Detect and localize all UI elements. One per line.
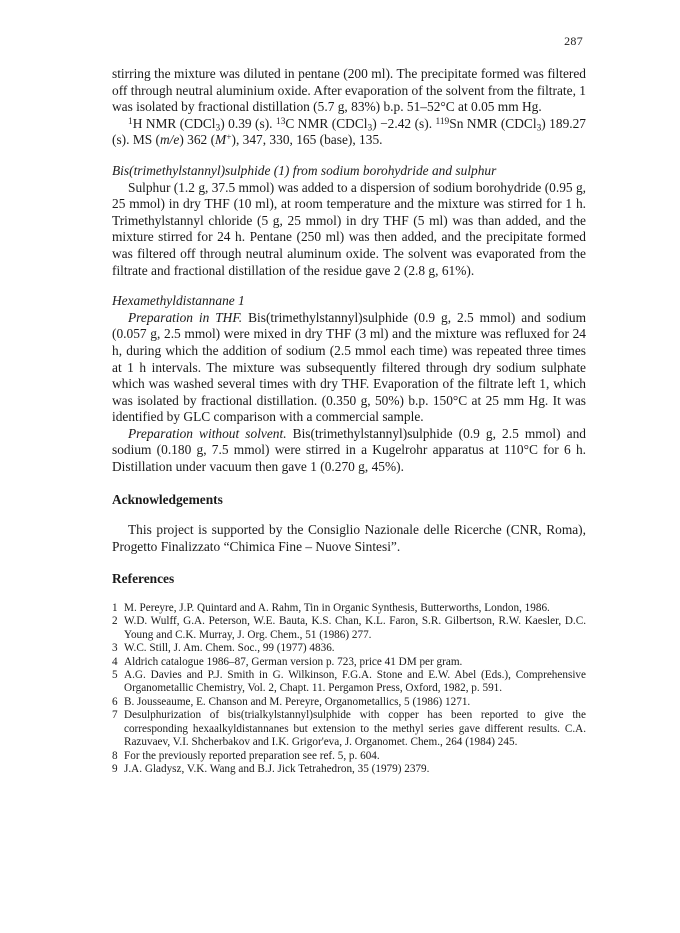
reference-item: 8 For the previously reported preparation see ref. 5, p. 604.: [112, 749, 380, 762]
reference-item: 3 W.C. Still, J. Am. Chem. Soc., 99 (1977) 4836.: [112, 642, 335, 655]
reference-item: 6 B. Jousseaume, E. Chanson and M. Pereyre, Organometallics, 5 (1986) 1271.: [112, 695, 471, 708]
page-body: [112, 66, 586, 776]
procedure-thf-text: Bis(trimethylstannyl)sulphide (0.9 g, 2.5 mmol) and sodium (0.057 g, 2.5 mmol) were mixed in dry THF (3 ml) and the mixture was refluxed for 24 h, during which the addition of sodium (2.5 mmol each time) was repeated three times at 1 h intervals. The mixture was subsequently filtered through dry sodium sulphate which was washed several times with dry THF. Evaporation of the filtrate left 1, which was isolated by fractional distillation. (0.350 g, 50%) b.p. 150°C at 25 mm Hg. It was identified by GLC comparison with a commercial sample.: [112, 309, 586, 425]
procedure-no-solvent-text: Bis(trimethylstannyl)sulphide (0.9 g, 2.5 mmol) and sodium (0.180 g, 7.5 mmol) were stirred in a Kugelrohr apparatus at 110°C for 6 h. Distillation under vacuum then gave 1 (0.270 g, 45%).: [112, 425, 586, 475]
reference-item: 1 M. Pereyre, J.P. Quintard and A. Rahm, Tin in Organic Synthesis, Butterworths, London, 1986.: [112, 602, 550, 615]
procedure-no-solvent-label: Preparation without solvent.: [128, 425, 287, 441]
procedure-no-solvent: [112, 426, 586, 476]
reference-item: 4 Aldrich catalogue 1986–87, German version p. 723, price 41 DM per gram.: [112, 655, 463, 668]
section-body-borohydride: Sulphur (1.2 g, 37.5 mmol) was added to a dispersion of sodium borohydride (0.95 g, 25 mmol) in dry THF (10 ml), at room temperature and the mixture was stirred for 1 h. Trimethylstannyl chloride (5 g, 25 mmol) in dry THF (5 ml) was than added, and the mixture stirred for 24 h. Pentane (250 ml) was then added, and the precipitate formed was filtered off through neutral aluminum oxide. The solvent was evaporated from the filtrate and fractional distillation of the residue gave 2 (2.8 g, 61%).: [112, 179, 586, 278]
section-heading-hexamethyldistannane: Hexamethyldistannane 1: [112, 293, 245, 309]
references-heading: References: [112, 571, 175, 587]
section-heading-borohydride: Bis(trimethylstannyl)sulphide (1) from sodium borohydride and sulphur: [112, 162, 497, 178]
intro-paragraph: stirring the mixture was diluted in pentane (200 ml). The precipitate formed was filtered off through neutral aluminium oxide. After evaporation of the solvent from the filtrate, 1 was isolated by fractional distillation (5.7 g, 83%) b.p. 51–52°C at 0.05 mm Hg.: [112, 66, 586, 115]
procedure-thf: [112, 310, 586, 426]
page-number: 287: [564, 34, 583, 48]
reference-item: 9 J.A. Gladysz, V.K. Wang and B.J. Jick Tetrahedron, 35 (1979) 2379.: [112, 762, 430, 775]
acknowledgements-heading: Acknowledgements: [112, 491, 223, 507]
nmr-ms-data: $^1$H NMR (CDCl$_3$) 0.39 (s). $^{13}$C NMR (CDCl$_3$) −2.42 (s). $^{119}$Sn NMR (CDCl$_3$) 189.27 (s). MS (m/e) 362 (M+), 347, 330, 165 (base), 135.: [112, 115, 587, 148]
reference-item: 7 Desulphurization of bis(trialkylstannyl)sulphide with copper has been reported to give the corresponding hexaalkyldistannanes but extension to the methyl series gave different results. C.A. Razuvaev, V.I. Shcherbakov and I.K. Grigor'eva, J. Organomet. Chem., 264 (1984) 245.: [112, 709, 586, 749]
reference-list: [112, 602, 586, 776]
reference-item: 2 W.D. Wulff, G.A. Peterson, W.E. Bauta, K.S. Chan, K.L. Faron, S.R. Gilbertson, R.W. Kaesler, D.C. Young and C.K. Murray, J. Org. Chem., 51 (1986) 277.: [112, 615, 586, 641]
procedure-thf-label: Preparation in THF.: [128, 309, 243, 325]
reference-item: 5 A.G. Davies and P.J. Smith in G. Wilkinson, F.G.A. Stone and E.W. Abel (Eds.), Comprehensive Organometallic Chemistry, Vol. 2, Chapt. 11. Pergamon Press, Oxford, 1982, p. 591.: [112, 669, 586, 695]
acknowledgements-text: This project is supported by the Consiglio Nazionale delle Ricerche (CNR, Roma), Progetto Finalizzato “Chimica Fine – Nuove Sintesi”.: [112, 522, 586, 554]
